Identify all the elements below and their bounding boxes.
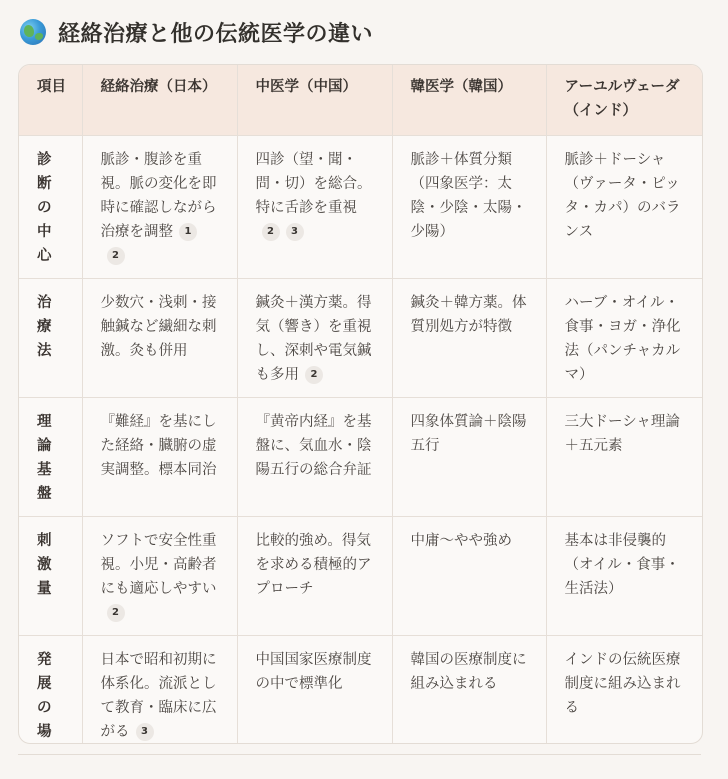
cell-chinese [237,136,392,279]
cell-korean: 韓国の医療制度に組み込まれる [392,636,546,745]
table-row [19,136,702,279]
globe-icon [20,19,46,45]
page-title: 経絡治療と他の伝統医学の違い [58,21,374,47]
cell-keiraku [82,517,237,636]
cell-korean: 四象体質論＋陰陽五行 [392,398,546,517]
cell-ayurveda: 基本は非侵襲的（オイル・食事・生活法） [546,517,702,636]
cell-chinese: 『黄帝内経』を基盤に、気血水・陰陽五行の総合弁証 [237,398,392,517]
citation-badge[interactable]: 2 [305,366,323,384]
citation-badge[interactable]: 2 [107,247,125,265]
header-ayurveda: アーユルヴェーダ（インド） [546,65,702,136]
cell-text: 鍼灸＋漢方薬。得気（響き）を重視し、深刺や電気鍼も多用 [255,295,372,383]
cell-ayurveda: 脈診＋ドーシャ（ヴァータ・ピッタ・カパ）のバランス [546,136,702,279]
divider [18,754,701,755]
cell-chinese: 中国国家医療制度の中で標準化 [237,636,392,745]
page-header [20,14,373,50]
cell-ayurveda: インドの伝統医療制度に組み込まれる [564,652,681,716]
cell-ayurveda: ハーブ・オイル・食事・ヨガ・浄化法（パンチャカルマ） [546,279,702,398]
row-label: 診 断 の 中 心 [19,136,82,279]
header-item: 項目 [19,65,82,136]
cell-korean: 鍼灸＋韓方薬。体質別処方が特徴 [392,279,546,398]
cell-text: ソフトで安全性重視。小児・高齢者にも適応しやすい [100,533,217,597]
citation-badge[interactable]: 1 [179,223,197,241]
comparison-table [19,65,702,744]
cell-keiraku: 『難経』を基にした経絡・臓腑の虚実調整。標本同治 [82,398,237,517]
cell-keiraku [82,136,237,279]
citation-badge[interactable]: 3 [286,223,304,241]
cell-chinese: 比較的強め。得気を求める積極的アプローチ [237,517,392,636]
table-row [19,279,702,398]
row-label: 治 療 法 [19,279,82,398]
cell-keiraku: 少数穴・浅刺・接触鍼など繊細な刺激。灸も併用 [82,279,237,398]
comparison-table-container [18,64,703,744]
header-keiraku: 経絡治療（日本） [82,65,237,136]
table-header-row [19,65,702,136]
cell-korean: 脈診＋体質分類（四象医学：太陰・少陰・太陽・少陽） [392,136,546,279]
cell-chinese [237,279,392,398]
cell-keiraku [82,636,237,745]
citation-badge[interactable]: 2 [107,604,125,622]
row-label: 発 展 の 場 [19,636,82,745]
cell-ayurveda: 三大ドーシャ理論＋五元素 [546,398,702,517]
cell-text: 四診（望・聞・問・切）を総合。特に舌診を重視 [255,152,372,216]
cell-text: 脈診・腹診を重視。脈の変化を即時に確認しながら治療を調整 [100,152,217,240]
cell-text: 日本で昭和初期に体系化。流派として教育・臨床に広がる [100,652,217,740]
table-row [19,517,702,636]
citation-badge[interactable]: 2 [262,223,280,241]
row-label: 理 論 基 盤 [19,398,82,517]
header-korean: 韓医学（韓国） [392,65,546,136]
citation-badge[interactable]: 3 [136,723,154,741]
cell-korean: 中庸〜やや強め [392,517,546,636]
header-chinese: 中医学（中国） [237,65,392,136]
table-row [19,398,702,517]
row-label: 刺 激 量 [19,517,82,636]
table-row [19,636,702,745]
